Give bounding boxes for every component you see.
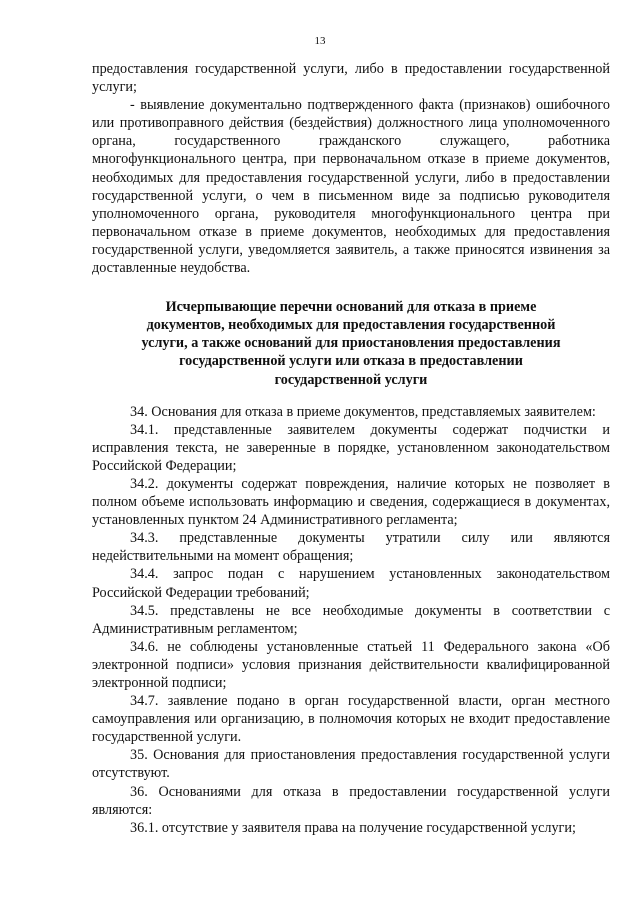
paragraph-36-1: 36.1. отсутствие у заявителя права на получение государственной услуги; — [130, 819, 576, 836]
paragraph-34-3: 34.3. представленные документы утратили силу или являются недействительными на момент обращения; — [92, 530, 610, 565]
paragraph-36: 36. Основаниями для отказа в предоставлении государственной услуги являются: — [92, 783, 610, 818]
heading-line: государственной услуги или отказа в предоставлении — [179, 353, 523, 370]
paragraph-34-2: 34.2. документы содержат повреждения, наличие которых не позволяет в полном объеме использовать информацию и сведения, содержащиеся в документах, установленных пунктом 24 Административного регламента; — [92, 475, 610, 529]
paragraph-35: 35. Основания для приостановления предоставления государственной услуги отсутствуют. — [92, 747, 610, 782]
heading-line: услуги, а также оснований для приостановления предоставления — [141, 335, 561, 352]
paragraph-34-6: 34.6. не соблюдены установленные статьей 11 Федерального закона «Об электронной подписи» условия признания действительности квалифицированной электронной подписи; — [92, 638, 610, 691]
document-body — [92, 60, 610, 837]
intro-paragraph: предоставления государственной услуги, либо в предоставлении государственной услуги; — [92, 61, 610, 96]
paragraph-34-1: 34.1. представленные заявителем документы содержат подчистки и исправления текста, не заверенные в порядке, установленном законодательством Российской Федерации; — [92, 421, 610, 474]
page-number: 13 — [314, 35, 326, 47]
paragraph-34-5: 34.5. представлены не все необходимые документы в соответствии с Административным регламентом; — [92, 602, 610, 637]
heading-line: Исчерпывающие перечни оснований для отказа в приеме — [165, 299, 537, 316]
intro-paragraph: - выявление документально подтвержденного факта (признаков) ошибочного или противоправного действия (бездействия) должностного лица уполномоченного органа, государственного гражданского служащего, работника многофункционального центра, при первоначальном отказе в приеме документов, необходимых для предоставления государственной услуги, либо в предоставлении государственной услуги, о чем в письменном виде за подписью руководителя уполномоченного органа, руководителя многофункционального центра при первоначальном отказе в приеме документов, необходимых для предоставления государственной услуги, уведомляется заявитель, а также приносятся извинения за доставленные неудобства. — [92, 97, 610, 277]
paragraph-34: 34. Основания для отказа в приеме документов, представляемых заявителем: — [130, 403, 596, 420]
heading-line: государственной услуги — [274, 371, 428, 388]
section-heading — [92, 298, 610, 388]
heading-line: документов, необходимых для предоставления государственной — [146, 317, 556, 334]
paragraph-34-4: 34.4. запрос подан с нарушением установленных законодательством Российской Федерации требований; — [92, 566, 610, 601]
paragraph-34-7: 34.7. заявление подано в орган государственной власти, орган местного самоуправления или организацию, в полномочия которых не входит предоставление государственной услуги. — [92, 693, 610, 746]
